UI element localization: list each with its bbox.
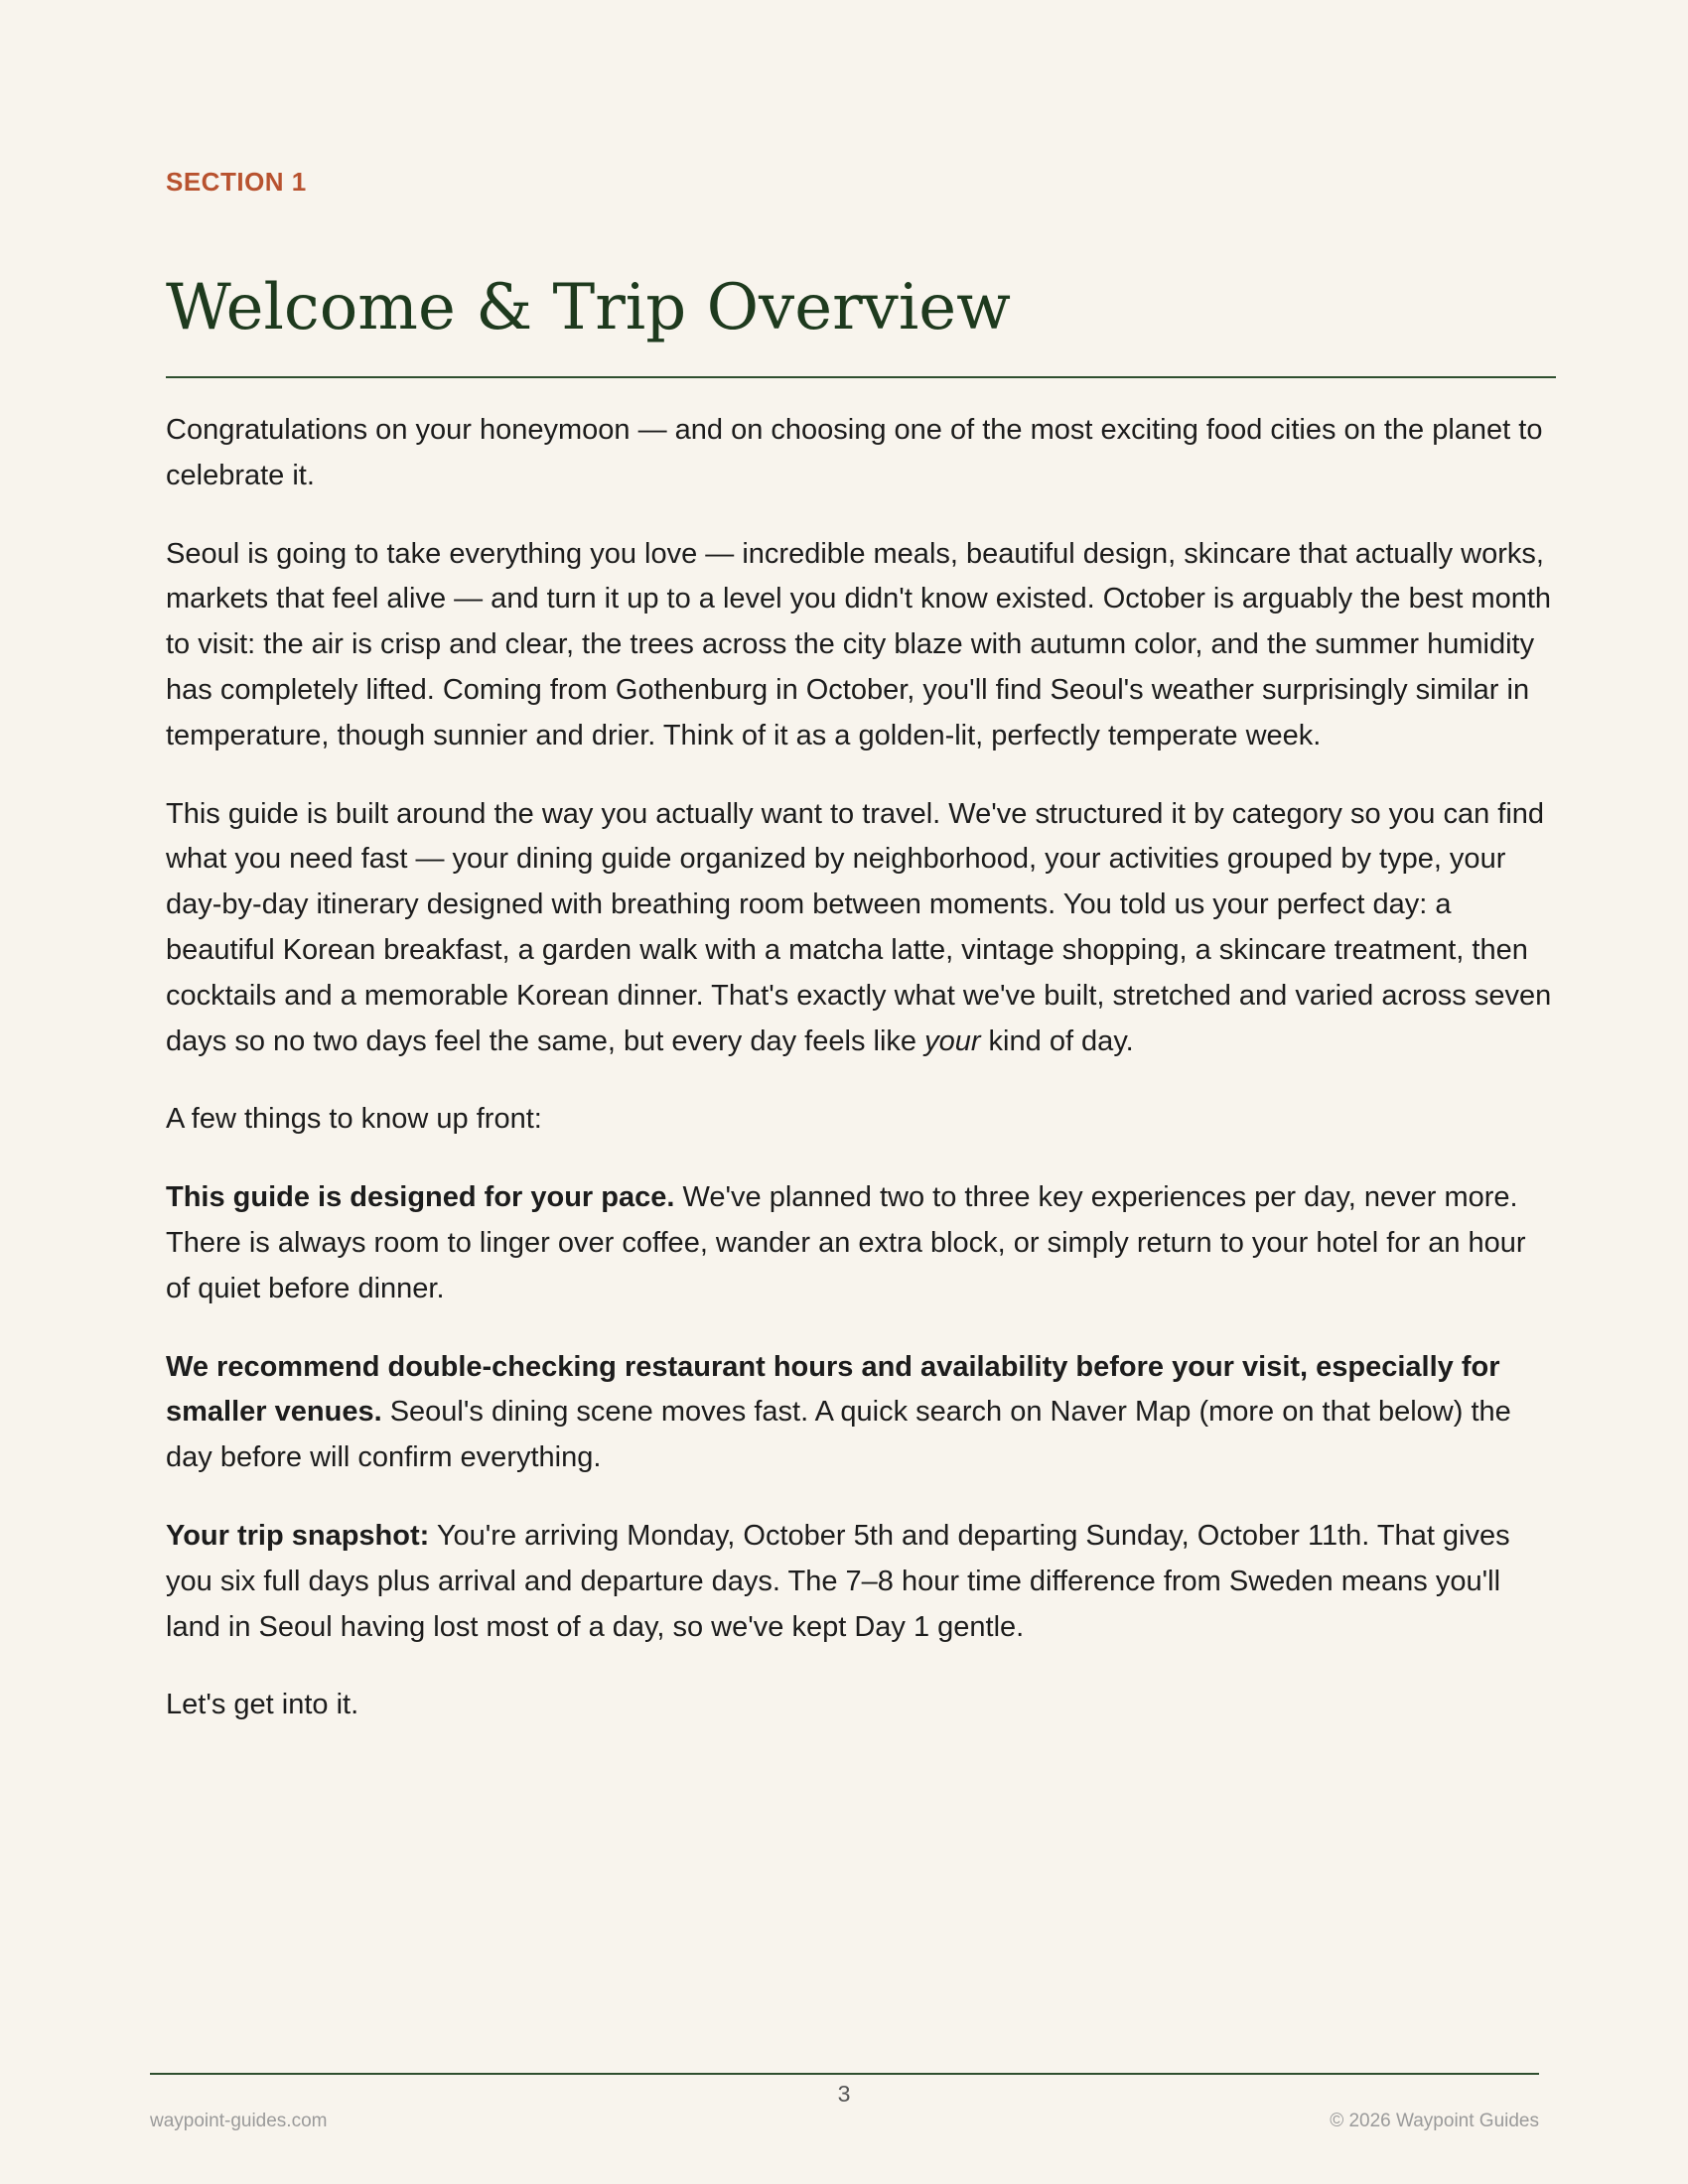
footer-copyright: © 2026 Waypoint Guides	[1330, 2111, 1539, 2131]
paragraph-intro-text: Congratulations on your honeymoon — and on choosing one of the most exciting food cities on the planet to celebrate it.	[166, 414, 1543, 491]
paragraph-intro	[166, 408, 1556, 499]
paragraph-upfront-text: A few things to know up front:	[166, 1103, 542, 1136]
paragraph-upfront	[166, 1097, 1556, 1143]
page-title: Welcome & Trip Overview	[166, 271, 1011, 344]
paragraph-pace-lead: This guide is designed for your pace.	[166, 1181, 675, 1214]
paragraph-pace-text: We've planned two to three key experiences per day, never more. There is always room to linger over coffee, wander an extra block, or simply return to your hotel for an hour of quiet before dinner.	[166, 1181, 1526, 1304]
paragraph-closing	[166, 1683, 1556, 1728]
paragraph-snapshot-lead: Your trip snapshot:	[166, 1519, 430, 1552]
paragraph-restaurant-hours	[166, 1345, 1556, 1481]
paragraph-trip-snapshot	[166, 1514, 1556, 1650]
footer-divider	[150, 2073, 1539, 2075]
paragraph-guide-text: This guide is built around the way you actually want to travel. We've structured it by category so you can find what you need fast — your dining guide organized by neighborhood, your activities grouped by type, your day-by-day itinerary designed with breathing room between moments. You told us your perfect day: a beautiful Korean breakfast, a garden walk with a matcha latte, vintage shopping, a skincare treatment, then cocktails and a memorable Korean dinner. That's exactly what we've built, stretched and varied across seven days so no two days feel the same, but every day feels like	[166, 797, 1552, 1057]
title-divider	[166, 376, 1556, 378]
paragraph-seoul	[166, 532, 1556, 759]
paragraph-pace	[166, 1175, 1556, 1311]
paragraph-closing-text: Let's get into it.	[166, 1689, 359, 1721]
footer-website: waypoint-guides.com	[150, 2111, 328, 2131]
paragraph-restaurant-text: Seoul's dining scene moves fast. A quick search on Naver Map (more on that below) the day before will confirm everything.	[166, 1396, 1511, 1474]
emphasis-your: your	[924, 1024, 981, 1057]
body-text	[166, 408, 1556, 1761]
paragraph-restaurant-lead: We recommend double-checking restaurant hours and availability before your visit, especially for smaller venues.	[166, 1350, 1500, 1429]
paragraph-guide-structure	[166, 792, 1556, 1065]
paragraph-seoul-text: Seoul is going to take everything you love — incredible meals, beautiful design, skincare that actually works, markets that feel alive — and turn it up to a level you didn't know existed. October is arguably the best month to visit: the air is crisp and clear, the trees across the city blaze with autumn color, and the summer humidity has completely lifted. Coming from Gothenburg in October, you'll find Seoul's weather surprisingly similar in temperature, though sunnier and drier. Think of it as a golden-lit, perfectly temperate week.	[166, 537, 1552, 751]
section-label: SECTION 1	[166, 167, 307, 197]
paragraph-snapshot-text: You're arriving Monday, October 5th and departing Sunday, October 11th. That gives you six full days plus arrival and departure days. The 7–8 hour time difference from Sweden means you'll land in Seoul having lost most of a day, so we've kept Day 1 gentle.	[166, 1519, 1510, 1643]
page-number: 3	[837, 2081, 851, 2107]
paragraph-guide-text-end: kind of day.	[980, 1024, 1134, 1057]
